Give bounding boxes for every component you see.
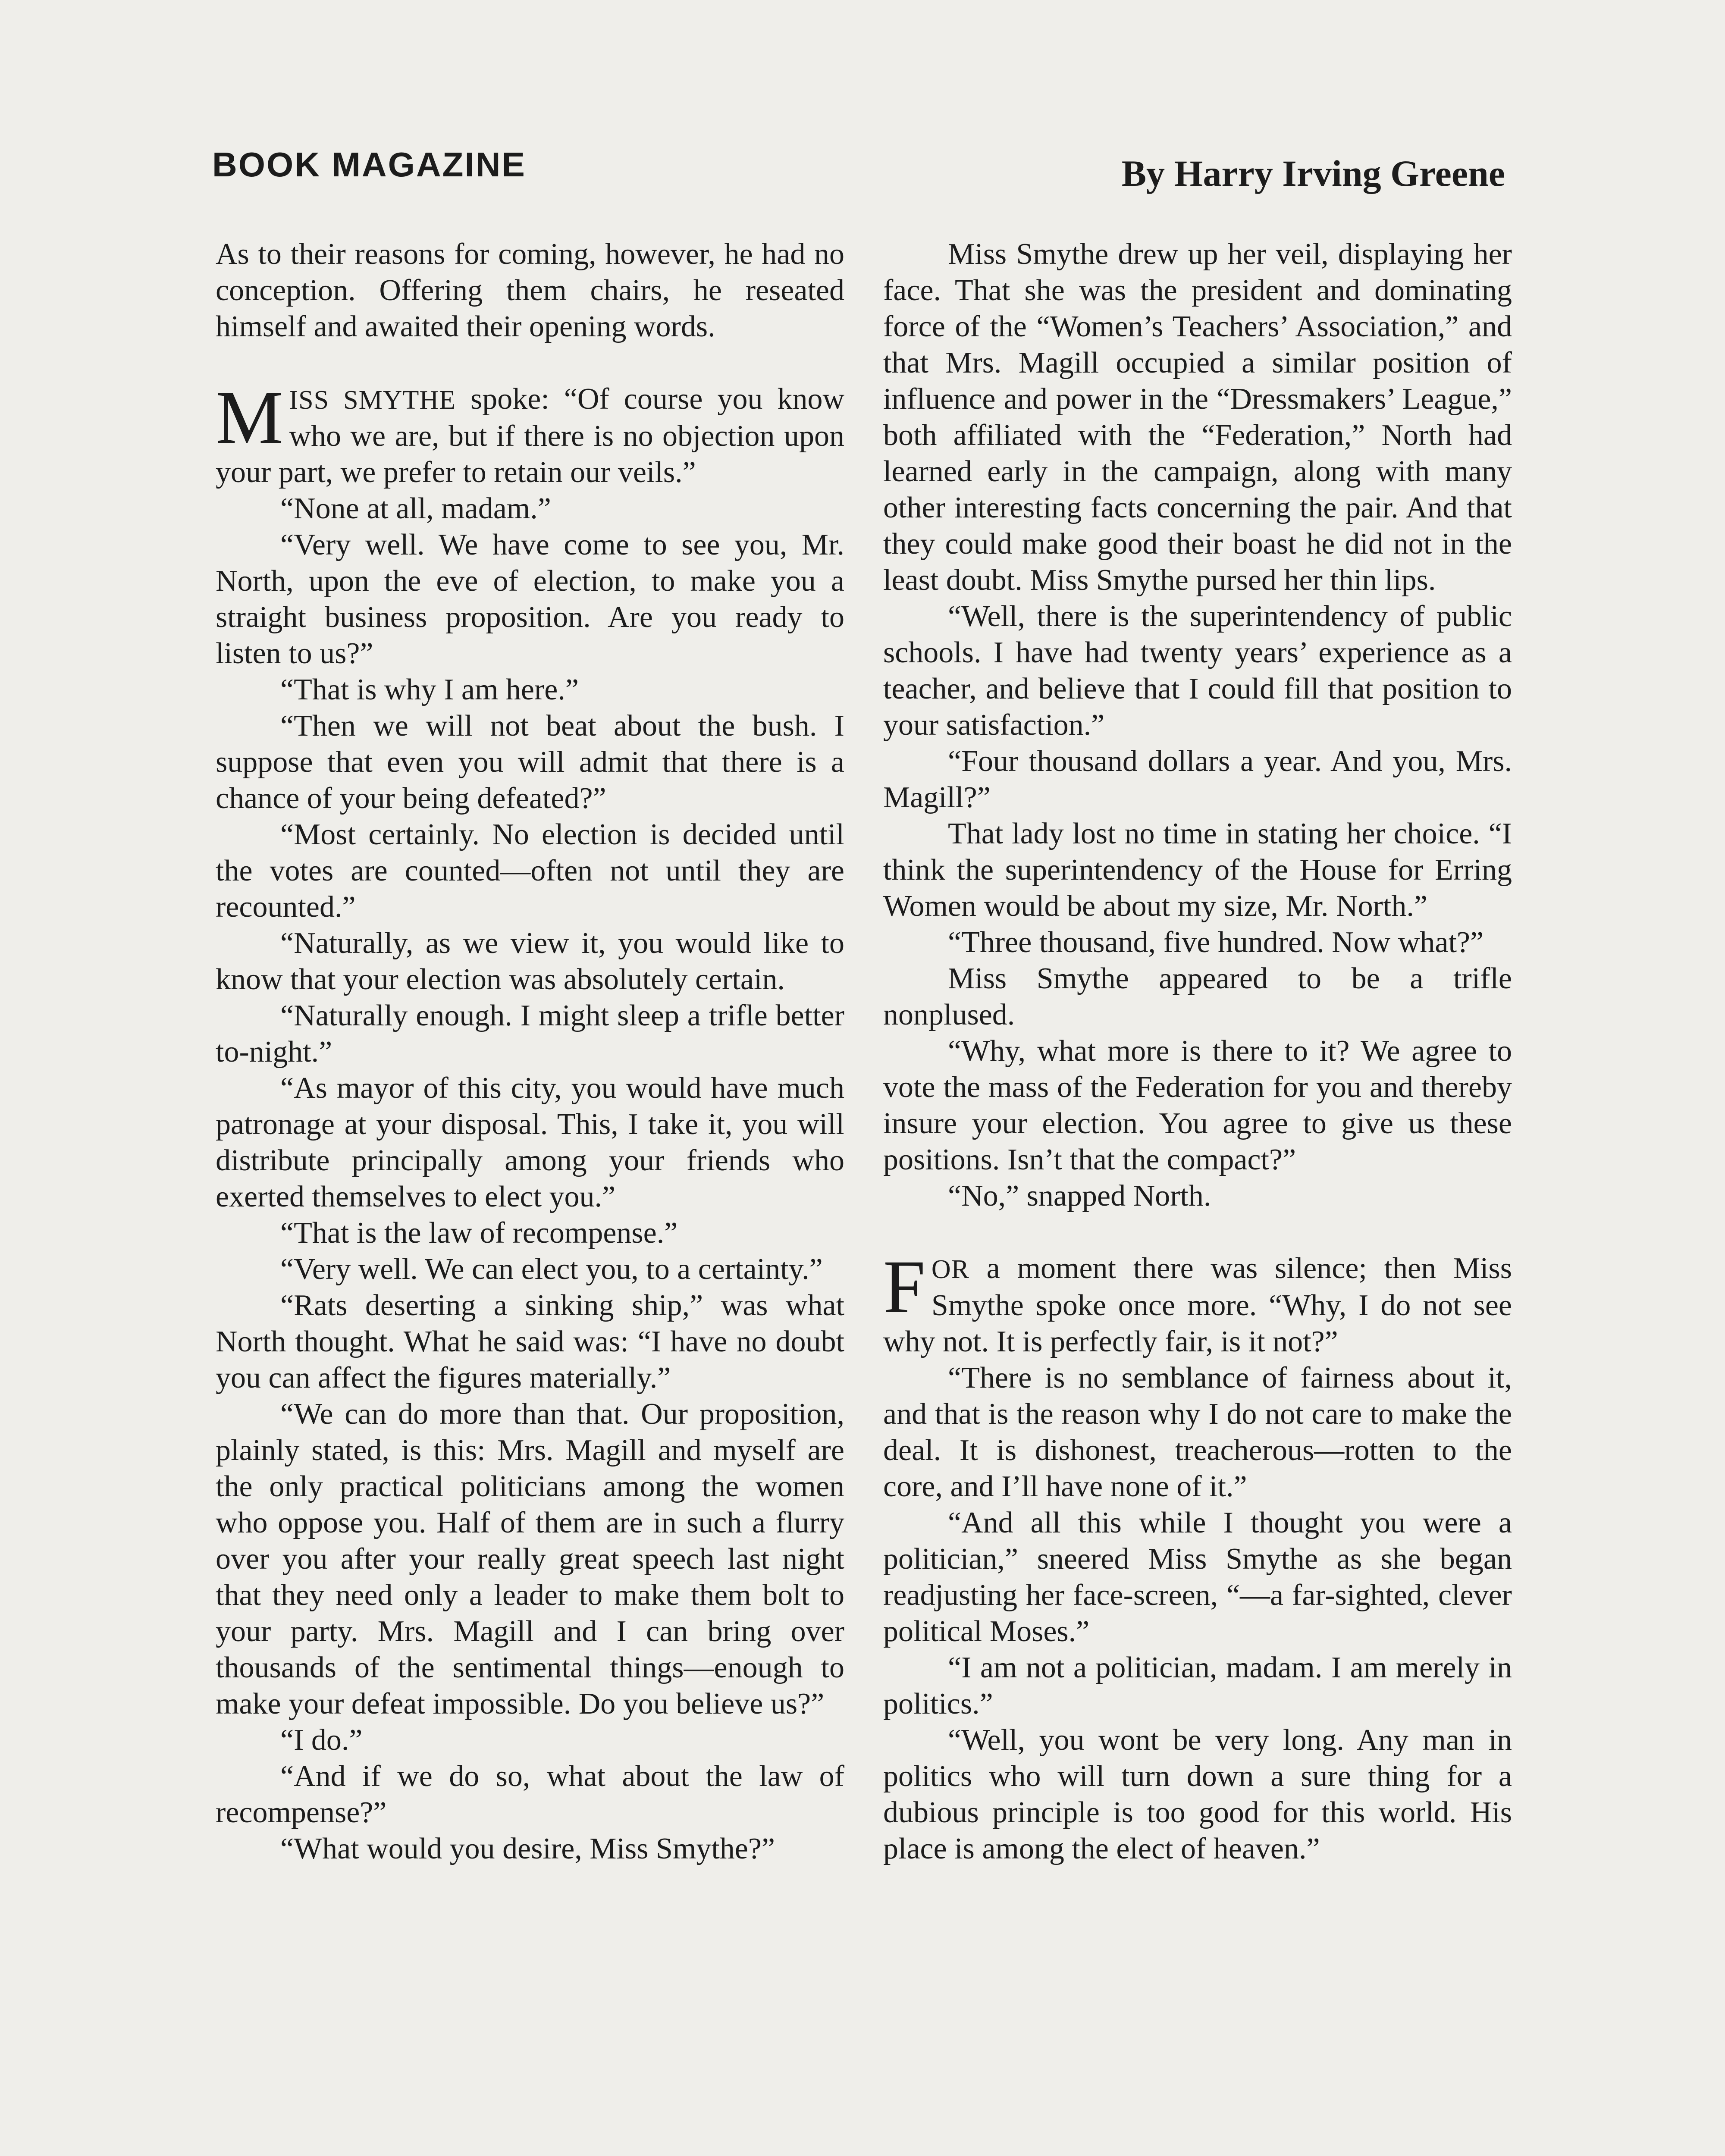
paragraph: “Naturally, as we view it, you would like to know that your election was absolutely certain. xyxy=(216,927,844,996)
drop-cap: M xyxy=(216,376,283,460)
paragraph: “No,” snapped North. xyxy=(948,1179,1211,1213)
paragraph-text: spoke: “Of course you know who we are, but if there is no objection upon your part, we prefer to retain our veils.” xyxy=(216,382,845,489)
paragraph: As to their reasons for coming, however, he had no conception. Offering them chairs, he reseated himself and awaited their opening words. xyxy=(216,238,844,343)
paragraph: “There is no semblance of fairness about it, and that is the reason why I do not care to make the deal. It is dishonest, treacherous—rotten to the core, and I’ll have none of it.” xyxy=(883,1361,1512,1503)
paragraph: “Then we will not beat about the bush. I suppose that even you will admit that there is a chance of your being defeated?” xyxy=(216,709,844,815)
paragraph: “Rats deserting a sinking ship,” was what North thought. What he said was: “I have no doubt you can affect the figures materially.” xyxy=(216,1289,844,1395)
paragraph: “And all this while I thought you were a politician,” sneered Miss Smythe as she began readjusting her face-screen, “—a far-sighted, clever political Moses.” xyxy=(883,1506,1512,1648)
drop-cap: F xyxy=(883,1245,925,1329)
paragraph: “That is the law of recompense.” xyxy=(280,1216,678,1250)
paragraph: “And if we do so, what about the law of recompense?” xyxy=(216,1760,844,1829)
paragraph: “Naturally enough. I might sleep a trifle better to-night.” xyxy=(216,999,844,1069)
author-byline: By Harry Irving Greene xyxy=(1121,153,1505,194)
section-opening-paragraph xyxy=(216,376,845,491)
paragraph: “Three thousand, five hundred. Now what?” xyxy=(948,926,1484,959)
left-text-column xyxy=(216,236,844,1867)
section-opening-paragraph xyxy=(883,1245,1512,1360)
paragraph-text: a moment there was silence; then Miss Smythe spoke once more. “Why, I do not see why not. It is perfectly fair, is it not?” xyxy=(883,1252,1512,1358)
paragraph: “As mayor of this city, you would have much patronage at your disposal. This, I take it, you will distribute principally among your friends who exerted themselves to elect you.” xyxy=(216,1072,844,1213)
paragraph: Miss Smythe appeared to be a trifle nonplused. xyxy=(883,962,1512,1031)
right-text-column xyxy=(883,236,1512,1867)
paragraph: “I do.” xyxy=(280,1724,363,1757)
paragraph: “I am not a politician, madam. I am merely in politics.” xyxy=(883,1651,1512,1720)
paragraph: “Very well. We have come to see you, Mr. North, upon the eve of election, to make you a straight business proposition. Are you ready to listen to us?” xyxy=(216,528,844,670)
paragraph: “Most certainly. No election is decided until the votes are counted—often not until they are recounted.” xyxy=(216,818,844,924)
paragraph: That lady lost no time in stating her choice. “I think the superintendency of the House for Erring Women would be about my size, Mr. North.” xyxy=(883,817,1512,923)
paragraph: Miss Smythe drew up her veil, displaying her face. That she was the president and dominating force of the “Women’s Teachers’ Association,” and that Mrs. Magill occupied a similar position of influence and power in the “Dressmakers’ League,” both affiliated with the “Federation,” North had learned early in the campaign, along with many other interesting facts concerning the pair. And that they could make good their boast he did not in the least doubt. Miss Smythe pursed her thin lips. xyxy=(883,238,1512,597)
paragraph: “That is why I am here.” xyxy=(280,673,579,706)
paragraph: “Four thousand dollars a year. And you, Mrs. Magill?” xyxy=(883,745,1512,814)
paragraph: “Well, you wont be very long. Any man in politics who will turn down a sure thing for a dubious principle is too good for this world. His place is among the elect of heaven.” xyxy=(883,1724,1512,1865)
small-caps-lead: ISS SMYTHE xyxy=(289,385,456,415)
paragraph: “Why, what more is there to it? We agree to vote the mass of the Federation for you and thereby insure your election. You agree to give us these positions. Isn’t that the compact?” xyxy=(883,1034,1512,1176)
paragraph: “None at all, madam.” xyxy=(280,492,551,525)
paragraph: “What would you desire, Miss Smythe?” xyxy=(280,1832,775,1865)
paragraph: “We can do more than that. Our proposition, plainly stated, is this: Mrs. Magill and myself are the only practical politicians among the women who oppose you. Half of them are in such a flurry over you after your really great speech last night that they need only a leader to make them bolt to your party. Mrs. Magill and I can bring over thousands of the sentimental things—enough to make your defeat impossible. Do you believe us?” xyxy=(216,1398,844,1720)
paragraph: “Well, there is the superintendency of public schools. I have had twenty years’ experience as a teacher, and believe that I could fill that position to your satisfaction.” xyxy=(883,600,1512,742)
paragraph: “Very well. We can elect you, to a certainty.” xyxy=(280,1253,823,1286)
magazine-title: BOOK MAGAZINE xyxy=(212,145,526,184)
small-caps-lead: OR xyxy=(931,1255,970,1284)
